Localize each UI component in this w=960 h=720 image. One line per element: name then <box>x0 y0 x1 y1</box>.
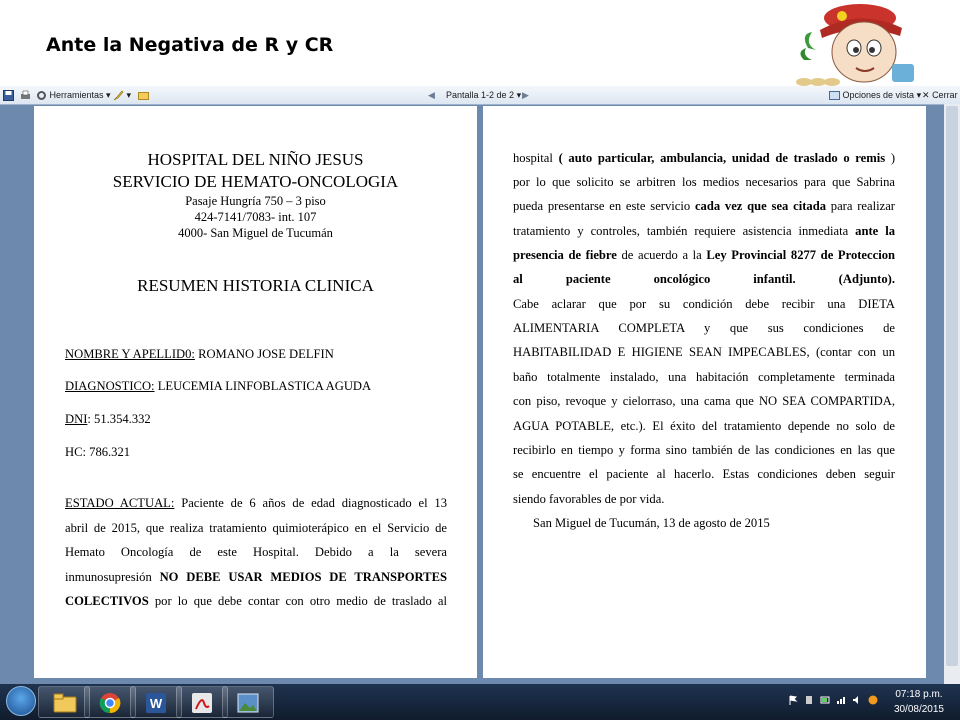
document-title: RESUMEN HISTORIA CLINICA <box>137 276 374 295</box>
tools-label: Herramientas <box>49 90 104 100</box>
taskbar-word-button[interactable] <box>130 686 182 718</box>
hospital-address: Pasaje Hungría 750 – 3 piso <box>185 194 326 208</box>
clock-time: 07:18 p.m. <box>895 689 943 700</box>
hospital-phone: 424-7141/7083- int. 107 <box>194 210 317 224</box>
taskbar-pdf-reader-button[interactable] <box>176 686 228 718</box>
p2-line-4 <box>513 219 895 244</box>
p2-line-8: ALIMENTARIA COMPLETA y que sus condiciones de <box>513 321 895 335</box>
p2-line-9: HABITABILIDAD E HIGIENE SEAN IMPECABLES, (contar con un <box>513 345 895 359</box>
dni-label: DNI <box>65 412 88 426</box>
document-page-1 <box>34 106 477 678</box>
status-text-5b: por lo que debe contar con otro medio de traslado al <box>154 594 447 608</box>
save-icon[interactable] <box>3 88 14 102</box>
p2-line-5 <box>513 243 895 268</box>
hc-line: HC: 786.321 <box>65 445 131 459</box>
next-page-button[interactable]: ▶ <box>522 90 529 100</box>
p2-line-1 <box>513 146 895 171</box>
print-icon[interactable] <box>20 88 31 102</box>
p2-line-6 <box>513 267 895 292</box>
p2-bold-text: presencia de fiebre <box>513 248 617 262</box>
system-clock[interactable] <box>894 687 944 717</box>
status-line-2: abril de 2015, que realiza tratamiento quimioterápico en el Servicio de <box>65 521 447 535</box>
picture-icon <box>237 692 259 714</box>
scrollbar-thumb[interactable] <box>946 106 958 666</box>
close-label: Cerrar <box>932 90 958 100</box>
hospital-city: 4000- San Miguel de Tucumán <box>178 226 333 240</box>
slide-title: Ante la Negativa de R y CR <box>46 34 334 56</box>
p2-line-7: Cabe aclarar que por su condición debe recibir una DIETA <box>513 297 895 311</box>
p2-bold-text: oncológico <box>653 272 711 286</box>
volume-icon[interactable] <box>852 695 862 705</box>
status-line-5 <box>65 589 447 614</box>
page-indicator: Pantalla 1-2 de 2 <box>446 90 515 100</box>
view-options-menu[interactable]: Opciones de vista ▾ <box>829 88 921 102</box>
taskbar-image-viewer-button[interactable] <box>222 686 274 718</box>
clock-date: 30/08/2015 <box>893 704 944 715</box>
p2-bold-text: ( auto particular, ambulancia, unidad de traslado o remis <box>558 151 886 165</box>
p2-bold-text: paciente <box>565 272 611 286</box>
cartoon-girl-hat-image <box>790 4 920 90</box>
p2-text: tratamiento y controles, también requiere asistencia inmediata <box>513 224 849 238</box>
p2-line-12: AGUA POTABLE, etc.). El éxito del tratamiento depende no solo de <box>513 419 895 433</box>
p2-text: pueda presentarse en este servicio <box>513 199 691 213</box>
view-icon <box>829 90 840 101</box>
p2-text: para realizar <box>830 199 895 213</box>
folder-icon[interactable] <box>138 88 149 102</box>
p2-line-11: con piso, revoque y cielorraso, una cama que NO SEA COMPARTIDA, <box>513 394 895 408</box>
windows-taskbar <box>0 684 960 720</box>
chrome-icon <box>99 692 121 714</box>
view-options-label: Opciones de vista <box>842 90 915 100</box>
pdf-icon <box>191 692 213 714</box>
p2-line-10: baño totalmente instalado, una habitación completamente terminada <box>513 370 895 384</box>
close-icon: ✕ <box>922 90 930 100</box>
hospital-name: HOSPITAL DEL NIÑO JESUS <box>147 150 364 169</box>
previous-page-button[interactable]: ◀ <box>428 90 435 100</box>
p2-bold-text: Ley Provincial 8277 de Proteccion <box>706 248 896 262</box>
document-page-2 <box>483 106 926 678</box>
battery-icon[interactable] <box>820 695 830 705</box>
close-button[interactable] <box>922 88 958 102</box>
tools-menu[interactable]: Herramientas ▾ <box>36 88 111 102</box>
p2-line-15: siendo favorables de por vida. <box>513 492 665 506</box>
name-label: NOMBRE Y APELLID0: <box>65 347 195 361</box>
diagnosis-line <box>65 374 447 399</box>
p2-bold-text: ante la <box>855 224 895 238</box>
diagnosis-label: DIAGNOSTICO: <box>65 379 155 393</box>
p2-bold-text: (Adjunto). <box>838 272 895 286</box>
patient-name-line <box>65 342 447 367</box>
p2-text: ) <box>890 151 896 165</box>
taskbar-chrome-button[interactable] <box>84 686 136 718</box>
status-text-5a: COLECTIVOS <box>65 594 149 608</box>
p2-text: de acuerdo a la <box>621 248 702 262</box>
gear-icon <box>36 90 47 101</box>
taskbar-explorer-button[interactable] <box>38 686 90 718</box>
network-icon[interactable] <box>836 695 846 705</box>
p2-line-3 <box>513 194 895 219</box>
document-viewer-window <box>0 86 960 684</box>
p2-line-14: se encuentre el paciente al hacerlo. Estas condiciones deben seguir <box>513 467 895 481</box>
status-line-3: Hemato Oncología de este Hospital. Debido a la severa <box>65 545 447 559</box>
diagnosis-value: LEUCEMIA LINFOBLASTICA AGUDA <box>157 379 372 393</box>
p2-text: hospital <box>513 151 553 165</box>
svg-text:W: W <box>149 696 163 711</box>
signature-place-date: San Miguel de Tucumán, 13 de agosto de 2015 <box>533 516 770 530</box>
status-label: ESTADO ACTUAL: <box>65 496 175 510</box>
status-text-4b: NO DEBE USAR MEDIOS DE TRANSPORTES <box>159 570 447 584</box>
p2-bold-text: cada vez que sea citada <box>694 199 826 213</box>
folder-icon <box>53 693 77 713</box>
word-icon <box>145 692 167 714</box>
viewer-toolbar <box>0 86 960 105</box>
status-text-1: Paciente de 6 años de edad diagnosticado el 13 <box>181 496 448 510</box>
start-button[interactable] <box>6 686 36 716</box>
status-line-4 <box>65 565 447 590</box>
p2-line-2: por lo que solicito se arbitren los medios necesarios para que Sabrina <box>513 175 895 189</box>
flag-icon[interactable] <box>788 695 798 705</box>
p2-bold-text: infantil. <box>753 272 796 286</box>
page-selector[interactable]: Pantalla 1-2 de 2 ▾ <box>446 90 522 100</box>
highlighter-icon[interactable]: ▾ <box>113 88 131 102</box>
vertical-scrollbar[interactable] <box>944 104 960 684</box>
antivirus-icon[interactable] <box>868 695 878 705</box>
dni-value: : 51.354.332 <box>87 412 151 426</box>
p2-bold-text: al <box>513 272 523 286</box>
notification-icon[interactable] <box>804 695 814 705</box>
p2-line-13: recibirlo en tiempo y forma sino también de las condiciones en las que <box>513 443 895 457</box>
name-value: ROMANO JOSE DELFIN <box>198 347 334 361</box>
dni-line <box>65 407 447 432</box>
status-text-4a: inmunosupresión <box>65 570 152 584</box>
service-name: SERVICIO DE HEMATO-ONCOLOGIA <box>112 172 399 191</box>
status-line-1 <box>65 491 447 516</box>
